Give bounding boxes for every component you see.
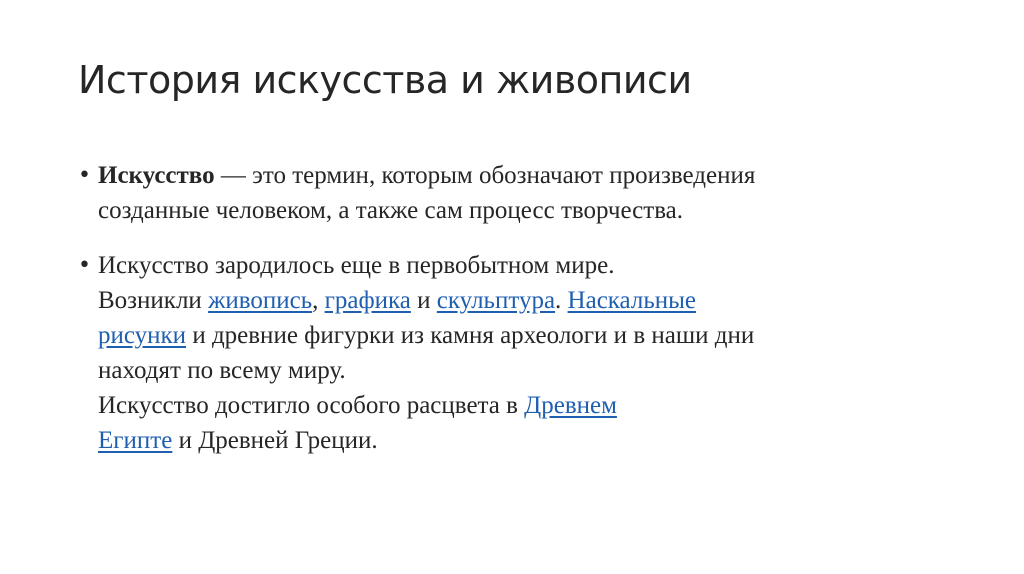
bullet-line xyxy=(98,388,978,423)
term-art: Искусство xyxy=(98,162,215,189)
bullet-line xyxy=(98,283,978,318)
slide-title: История искусства и живописи xyxy=(78,58,692,102)
link-painting[interactable]: живопись xyxy=(208,287,313,314)
link-rock-paintings[interactable]: Наскальные xyxy=(567,287,697,314)
text-fragment: и xyxy=(410,287,437,314)
text-fragment: , xyxy=(312,287,325,314)
bullet-line xyxy=(98,423,978,458)
bullet-line xyxy=(98,158,978,193)
bullet-line xyxy=(98,318,978,353)
link-graphics[interactable]: графика xyxy=(324,287,411,314)
text-fragment: и Древней Греции. xyxy=(172,427,378,454)
bullet-dot-icon: • xyxy=(78,253,91,278)
slide-body xyxy=(78,158,978,458)
text-fragment: Искусство достигло особого расцвета в xyxy=(98,392,525,419)
link-ancient-egypt-cont[interactable]: Египте xyxy=(98,427,173,454)
bullet-item-definition xyxy=(78,158,978,228)
text-fragment: и древние фигурки из камня археологи и в наши дни xyxy=(186,322,755,349)
text-fragment: . xyxy=(555,287,568,314)
bullet-dot-icon: • xyxy=(78,163,91,188)
link-ancient-egypt[interactable]: Древнем xyxy=(524,392,617,419)
bullet-line: Искусство зародилось еще в первобытном мире. xyxy=(98,252,615,279)
text-fragment: Возникли xyxy=(98,287,209,314)
link-sculpture[interactable]: скульптура xyxy=(436,287,556,314)
bullet-item-history xyxy=(78,248,978,458)
link-rock-paintings-cont[interactable]: рисунки xyxy=(98,322,187,349)
bullet-line: созданные человеком, а также сам процесс творчества. xyxy=(98,197,684,224)
bullet-line: находят по всему миру. xyxy=(98,357,346,384)
definition-text: — это термин, которым обозначают произведения xyxy=(214,162,756,189)
